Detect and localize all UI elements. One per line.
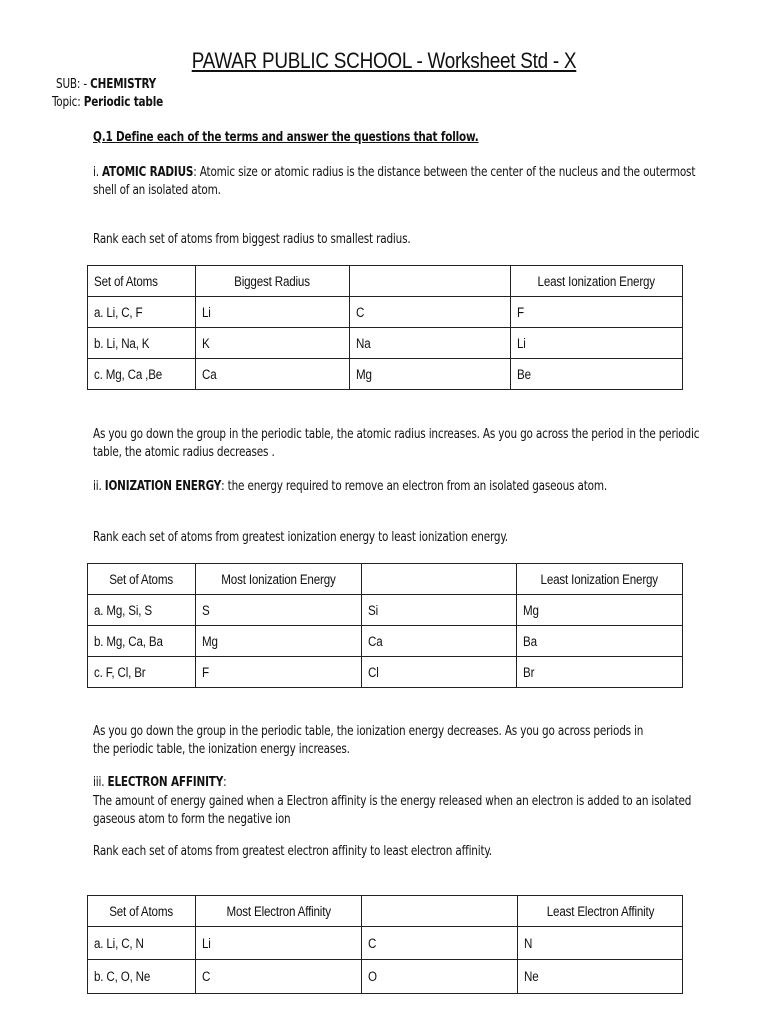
table-cell: Li <box>511 328 683 359</box>
table-header-row <box>88 896 683 927</box>
header-cell <box>361 564 516 595</box>
ionization-energy-text: : the energy required to remove an electron from an isolated gaseous atom. <box>221 478 608 494</box>
table-header-row <box>88 564 683 595</box>
table-cell: Li <box>195 927 361 960</box>
table-cell: Ne <box>518 960 683 994</box>
table-row <box>88 927 683 960</box>
table-row <box>88 328 683 359</box>
atomic-radius-text: : Atomic size or atomic radius is the distance between the center of the nucleus and the outermost shell of an isolated atom. <box>93 164 696 198</box>
header-cell: Most Ionization Energy <box>195 564 361 595</box>
topic-line <box>52 94 163 110</box>
ionization-energy-table <box>87 563 683 688</box>
header-cell: Set of Atoms <box>88 896 196 927</box>
table-row <box>88 960 683 994</box>
table-cell: F <box>195 657 361 688</box>
table-row <box>88 595 683 626</box>
atomic-radius-definition <box>93 163 712 199</box>
table-cell: C <box>349 297 510 328</box>
table-cell: C <box>195 960 361 994</box>
table-cell: Ba <box>517 626 683 657</box>
table-cell: K <box>195 328 349 359</box>
table-cell: F <box>511 297 683 328</box>
atomic-radius-num: i. <box>93 164 103 180</box>
page-title: PAWAR PUBLIC SCHOOL - Worksheet Std - X <box>191 48 577 73</box>
table-row <box>88 297 683 328</box>
table-cell: Cl <box>361 657 516 688</box>
ionization-energy-conclusion: As you go down the group in the periodic table, the ionization energy decreases. As you go across periods in the periodic table, the ionization energy increases. <box>93 723 644 757</box>
table-cell: Be <box>511 359 683 390</box>
header-cell: Set of Atoms <box>88 564 196 595</box>
table-cell: Ca <box>195 359 349 390</box>
atomic-radius-conclusion: As you go down the group in the periodic table, the atomic radius increases. As you go across the period in the periodic table, the atomic radius decreases . <box>93 426 700 460</box>
table-cell: b. C, O, Ne <box>88 960 196 994</box>
ionization-energy-definition <box>93 477 712 495</box>
table-cell: C <box>361 927 517 960</box>
header-cell: Biggest Radius <box>195 266 349 297</box>
table-cell: a. Mg, Si, S <box>88 595 196 626</box>
question-heading: Q.1 Define each of the terms and answer the questions that follow. <box>93 129 479 145</box>
table-cell: Na <box>349 328 510 359</box>
electron-affinity-definition: The amount of energy gained when a Electron affinity is the energy released when an electron is added to an isolated gaseous atom to form the negative ion <box>93 793 692 827</box>
table-cell: Mg <box>517 595 683 626</box>
table-cell: a. Li, C, N <box>88 927 196 960</box>
table-cell: Mg <box>195 626 361 657</box>
table-cell: b. Mg, Ca, Ba <box>88 626 196 657</box>
header-cell: Set of Atoms <box>88 266 196 297</box>
ionization-energy-num: ii. <box>93 478 105 494</box>
subject-label: SUB: - <box>56 76 91 92</box>
header-cell: Most Electron Affinity <box>195 896 361 927</box>
table-cell: Ca <box>361 626 516 657</box>
ionization-energy-instruction: Rank each set of atoms from greatest ionization energy to least ionization energy. <box>93 529 508 545</box>
header-cell <box>361 896 517 927</box>
table-cell: c. F, Cl, Br <box>88 657 196 688</box>
subject-value: CHEMISTRY <box>90 76 157 92</box>
table-row <box>88 359 683 390</box>
atomic-radius-instruction: Rank each set of atoms from biggest radius to smallest radius. <box>93 231 411 247</box>
table-cell: b. Li, Na, K <box>88 328 196 359</box>
header-cell: Least Electron Affinity <box>518 896 683 927</box>
header-cell: Least Ionization Energy <box>511 266 683 297</box>
table-cell: O <box>361 960 517 994</box>
table-cell: a. Li, C, F <box>88 297 196 328</box>
header-cell: Least Ionization Energy <box>517 564 683 595</box>
table-cell: S <box>195 595 361 626</box>
table-cell: N <box>518 927 683 960</box>
electron-affinity-term: ELECTRON AFFINITY <box>107 774 224 790</box>
table-cell: Li <box>195 297 349 328</box>
table-cell: Si <box>361 595 516 626</box>
atomic-radius-term: ATOMIC RADIUS <box>102 164 194 180</box>
electron-affinity-heading <box>93 774 227 790</box>
subject-line <box>56 76 156 92</box>
electron-affinity-instruction: Rank each set of atoms from greatest electron affinity to least electron affinity. <box>93 843 492 859</box>
ionization-energy-term: IONIZATION ENERGY <box>104 478 222 494</box>
atomic-radius-table <box>87 265 683 390</box>
electron-affinity-table <box>87 895 683 994</box>
topic-label: Topic: <box>52 94 84 110</box>
electron-affinity-colon: : <box>223 774 227 790</box>
table-row <box>88 657 683 688</box>
table-header-row <box>88 266 683 297</box>
table-cell: c. Mg, Ca ,Be <box>88 359 196 390</box>
electron-affinity-num: iii. <box>93 774 108 790</box>
header-cell <box>349 266 510 297</box>
table-row <box>88 626 683 657</box>
table-cell: Br <box>517 657 683 688</box>
topic-value: Periodic table <box>83 94 164 110</box>
table-cell: Mg <box>349 359 510 390</box>
